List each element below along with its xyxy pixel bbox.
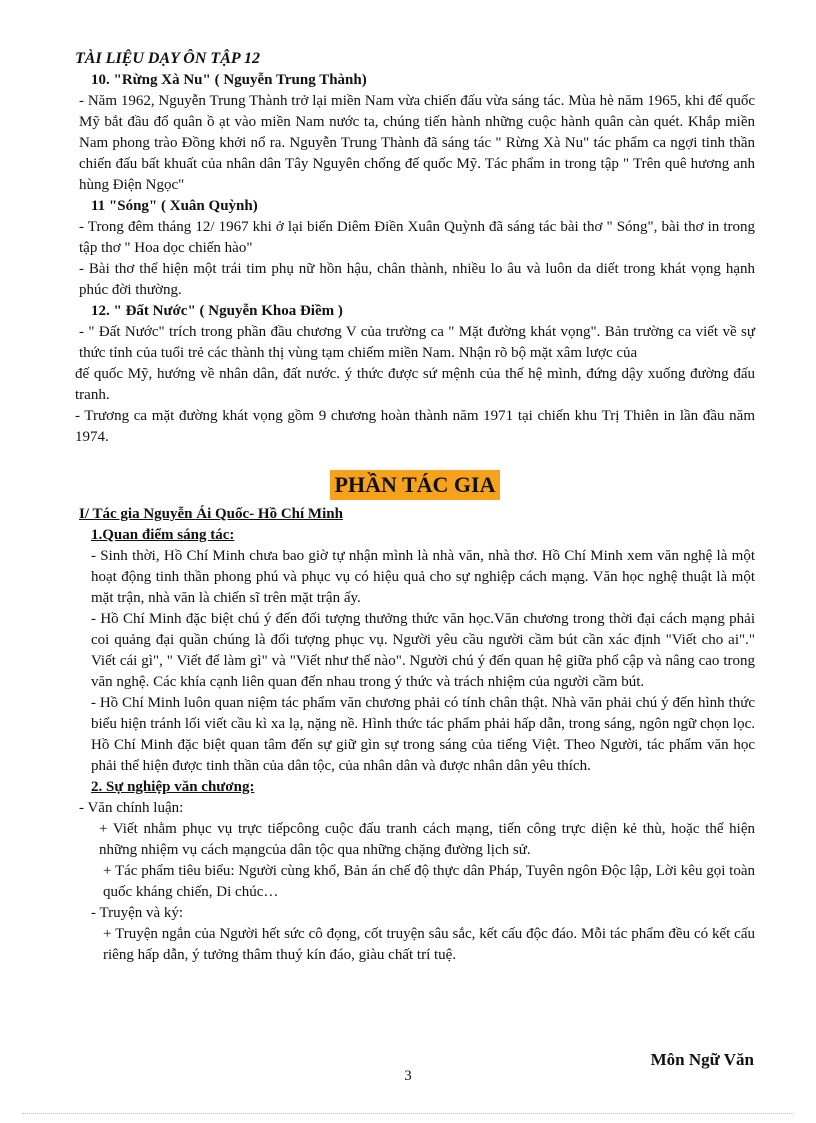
work-heading-dat-nuoc: 12. " Đất Nước" ( Nguyễn Khoa Điềm ) [91, 303, 343, 319]
section-title-wrap [75, 470, 755, 502]
work-paragraph: - Năm 1962, Nguyễn Trung Thành trở lại miền Nam vừa chiến đấu vừa sáng tác. Mùa hè năm 1965, khi đế quốc Mỹ bắt đầu đổ quân ồ ạt vào miền Nam nước ta, chúng tiến hành những cuộc hành quân càn quét. Khắp miền Nam phong trào Đồng khởi nổ ra. Nguyễn Trung Thành đã sáng tác " Rừng Xà Nu" tác phẩm ca ngợi tinh thần chiến đấu bất khuất của nhân dân Tây Nguyên chống đế quốc Mỹ. Tác phẩm in trong tập " Trên quê hương anh hùng Điện Ngọc" [79, 93, 755, 193]
list-item-stories: - Truyện và ký: [91, 905, 184, 921]
work-heading-song: 11 "Sóng" ( Xuân Quỳnh) [91, 198, 258, 214]
work-paragraph: - Trong đêm tháng 12/ 1967 khi ở lại biển Diêm Điền Xuân Quỳnh đã sáng tác bài thơ " Sóng", bài thơ in trong tập thơ " Hoa dọc chiến hào" [79, 219, 755, 256]
subsection-heading-viewpoint: 1.Quan điểm sáng tác: [91, 527, 235, 543]
work-paragraph: - " Đất Nước" trích trong phần đầu chương V của trường ca " Mặt đường khát vọng". Bản trường ca viết về sự thức tỉnh của tuổi trẻ các thành thị vùng tạm chiếm miền Nam. Nhận rõ bộ mặt xâm lược của [79, 324, 755, 361]
work-paragraph: đế quốc Mỹ, hướng về nhân dân, đất nước. ý thức được sứ mệnh của thế hệ mình, đứng dậy xuống đường đấu tranh. [75, 366, 755, 403]
document-page [75, 48, 755, 966]
author-paragraph: - Hồ Chí Minh luôn quan niệm tác phẩm văn chương phải có tính chân thật. Nhà văn phải chú ý đến hình thức biểu hiện tránh lối viết cầu kì xa lạ, nặng nề. Hình thức tác phẩm phải hấp dẫn, trong sáng, ngôn ngữ chọn lọc. Hồ Chí Minh đặc biệt quan tâm đến sự giữ gìn sự trong sáng của tiếng Việt. Theo Người, tác phẩm văn học phải thể hiện được tinh thần của dân tộc, của nhân dân và được nhân dân yêu thích. [91, 695, 755, 774]
work-paragraph: - Trương ca mặt đường khát vọng gồm 9 chương hoàn thành năm 1971 tại chiến khu Trị Thiên in lần đầu năm 1974. [75, 408, 755, 445]
page-number: 3 [404, 1068, 412, 1084]
author-paragraph: - Sinh thời, Hồ Chí Minh chưa bao giờ tự nhận mình là nhà văn, nhà thơ. Hồ Chí Minh xem văn nghệ là một hoạt động tinh thần phong phú và phục vụ có hiệu quả cho sự nghiệp cách mạng. Văn học nghệ thuật là một mặt trận, nhà văn là chiến sĩ trên mặt trận ấy. [91, 548, 755, 606]
work-paragraph: - Bài thơ thể hiện một trái tim phụ nữ hồn hậu, chân thành, nhiều lo âu và luôn da diết trong khát vọng hạnh phúc đời thường. [79, 261, 755, 298]
author-heading: I/ Tác gia Nguyễn Ái Quốc- Hồ Chí Minh [79, 506, 343, 522]
work-heading-rung-xa-nu: 10. "Rừng Xà Nu" ( Nguyễn Trung Thành) [91, 72, 367, 88]
author-paragraph: - Hồ Chí Minh đặc biệt chú ý đến đối tượng thưởng thức văn học.Văn chương trong thời đại cách mạng phải coi quảng đại quần chúng là đối tượng phục vụ. Người yêu cầu người cầm bút cần xác định "Viết cho ai"." Viết cái gì", " Viết để làm gì" và "Viết như thế nào". Người chú ý đến quan hệ giữa phổ cập và nâng cao trong văn nghệ. Các khía cạnh liên quan đến nhau trong ý thức và trách nhiệm của người cầm bút. [91, 611, 755, 690]
list-item-detail: + Truyện ngắn của Người hết sức cô đọng, cốt truyện sâu sắc, kết cấu độc đáo. Mỗi tác phẩm đều có kết cấu riêng hấp dẫn, ý tưởng thâm thuý kín đáo, giàu chất trí tuệ. [103, 926, 755, 963]
section-title: PHẦN TÁC GIA [330, 470, 501, 500]
list-item-detail: + Tác phẩm tiêu biểu: Người cùng khổ, Bản án chế độ thực dân Pháp, Tuyên ngôn Độc lập, Lời kêu gọi toàn quốc kháng chiến, Di chúc… [103, 863, 755, 900]
list-item-detail: + Viết nhằm phục vụ trực tiếpcông cuộc đấu tranh cách mạng, tiến công trực diện kẻ thù, hoặc thể hiện những nhiệm vụ cách mạngcủa dân tộc qua những chặng đường lịch sử. [99, 821, 755, 858]
page-bottom-divider [22, 1113, 794, 1114]
subsection-heading-career: 2. Sự nghiệp văn chương: [91, 779, 255, 795]
footer-subject: Môn Ngữ Văn [650, 1050, 754, 1069]
document-header-title: TÀI LIỆU DẠY ÔN TẬP 12 [75, 50, 261, 67]
list-item-political-prose: - Văn chính luận: [79, 800, 184, 816]
